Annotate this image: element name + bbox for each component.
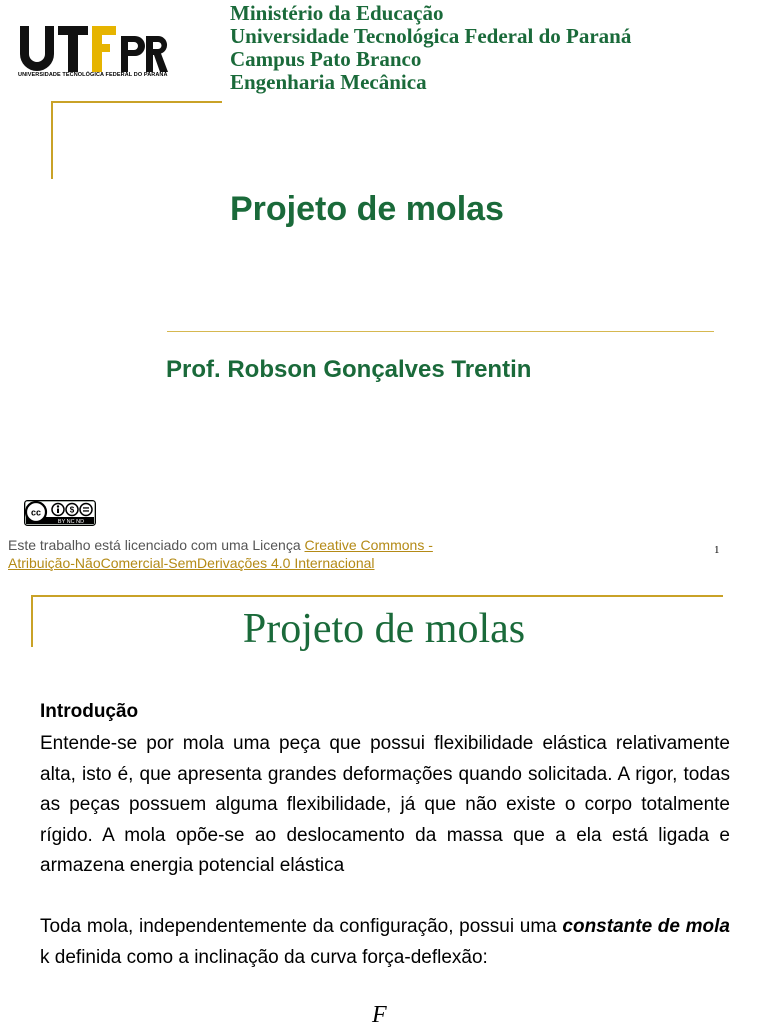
author-name: Prof. Robson Gonçalves Trentin <box>166 356 532 383</box>
paragraph: Entende-se por mola uma peça que possui flexibilidade elástica relativamente alta, isto é, que apresenta grandes deformações quando solicitada. A rigor, todas as peças possuem alguma flexibilidade, já que não existe o corpo totalmente rígido. A mola opõe-se ao deslocamento da massa que a ela está ligada e armazena energia potencial elástica <box>40 733 730 876</box>
section-heading: Introdução <box>40 701 139 722</box>
license-link[interactable]: Creative Commons - <box>304 537 433 553</box>
header-line: Ministério da Educação <box>230 1 444 25</box>
slide-title: Projeto de molas <box>230 190 504 228</box>
logo-subtitle: UNIVERSIDADE TECNOLÓGICA FEDERAL DO PARANÁ <box>18 72 168 78</box>
paragraph-text: k definida como a inclinação da curva força-deflexão: <box>40 946 488 968</box>
cc-badge-label: BY NC ND <box>57 519 85 525</box>
header-line: Campus Pato Branco <box>230 47 422 71</box>
paragraph <box>40 912 730 973</box>
divider-horizontal <box>31 595 723 597</box>
license-notice <box>8 536 433 572</box>
header-line: Universidade Tecnológica Federal do Paraná <box>230 24 632 48</box>
slide-title: Projeto de molas <box>242 606 526 652</box>
paragraph-text: Toda mola, independentemente da configuração, possui uma <box>40 916 563 937</box>
institution-header <box>230 2 631 94</box>
license-prefix: Este trabalho está licenciado com uma Licença <box>8 537 305 553</box>
divider-horizontal <box>167 331 714 332</box>
emphasis-term: constante de mola <box>562 916 730 937</box>
divider-vertical <box>51 101 53 179</box>
formula-numerator: F <box>372 1002 387 1028</box>
svg-text:$: $ <box>69 505 75 515</box>
svg-text:cc: cc <box>30 507 42 518</box>
license-link[interactable]: Atribuição-NãoComercial-SemDerivações 4.0 Internacional <box>8 555 375 571</box>
divider-horizontal <box>51 101 222 103</box>
header-line: Engenharia Mecânica <box>230 70 427 94</box>
creative-commons-badge-icon[interactable] <box>24 500 96 526</box>
page-number: 1 <box>714 544 720 556</box>
